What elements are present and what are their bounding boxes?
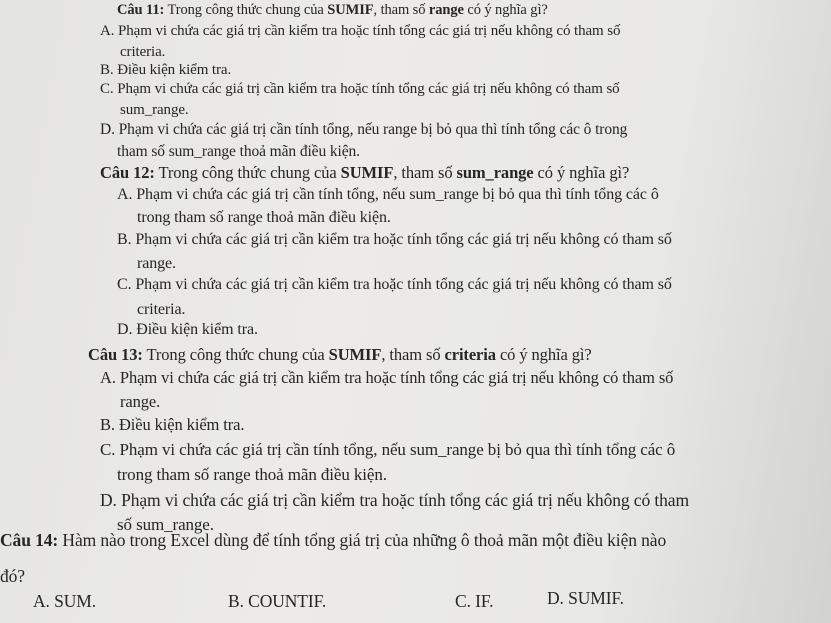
option-c: C. IF. xyxy=(455,591,494,611)
question-14-title xyxy=(0,530,666,551)
question-11-title xyxy=(117,2,548,19)
option-a: A. SUM. xyxy=(33,591,96,611)
text: Hàm nào trong Excel dùng để tính tổng giá trị của những ô thoả mãn một điều kiện nào xyxy=(58,530,667,550)
question-label: Câu 13: xyxy=(88,345,143,364)
option-d: D. Phạm vi chứa các giá trị cần kiểm tra hoặc tính tổng các giá trị nếu không có tham xyxy=(100,490,689,510)
option-a-cont: range. xyxy=(120,392,161,411)
option-c-cont: sum_range. xyxy=(120,102,189,118)
option-d: D. Phạm vi chứa các giá trị cần tính tổng, nếu range bị bỏ qua thì tính tổng các ô trong xyxy=(100,121,628,138)
option-a-cont: criteria. xyxy=(120,44,166,60)
text: , tham số xyxy=(381,345,445,364)
option-a: A. Phạm vi chứa các giá trị cần kiểm tra hoặc tính tổng các giá trị nếu không có tham số xyxy=(100,23,621,39)
option-a-cont: trong tham số range thoả mãn điều kiện. xyxy=(137,209,391,226)
question-label: Câu 14: xyxy=(0,530,59,550)
question-12-title xyxy=(100,163,629,183)
text: , tham số xyxy=(393,163,457,182)
option-b: B. COUNTIF. xyxy=(228,591,327,611)
option-a: A. Phạm vi chứa các giá trị cần kiểm tra hoặc tính tổng các giá trị nếu không có tham số xyxy=(100,368,674,387)
option-b: B. Điều kiện kiểm tra. xyxy=(100,415,245,434)
option-c: C. Phạm vi chứa các giá trị cần kiểm tra hoặc tính tổng các giá trị nếu không có tham số xyxy=(100,81,620,97)
text: có ý nghĩa gì? xyxy=(533,163,630,182)
question-14-cont: đó? xyxy=(0,566,25,586)
text: Trong công thức chung của xyxy=(154,163,341,182)
keyword: sum_range xyxy=(456,163,534,182)
text: , tham số xyxy=(373,2,429,18)
keyword: range xyxy=(428,2,464,18)
text: có ý nghĩa gì? xyxy=(463,2,548,18)
keyword: criteria xyxy=(444,345,496,364)
option-a: A. Phạm vi chứa các giá trị cần tính tổng, nếu sum_range bị bỏ qua thì tính tổng các ô xyxy=(117,186,659,203)
text: SUMIF xyxy=(328,345,382,364)
option-d: D. Điều kiện kiểm tra. xyxy=(117,321,258,338)
option-c-cont: trong tham số range thoả mãn điều kiện. xyxy=(117,465,387,484)
option-b: B. Điều kiện kiểm tra. xyxy=(100,62,232,78)
option-c-cont: criteria. xyxy=(137,301,186,318)
text: Trong công thức chung của xyxy=(142,345,329,364)
option-b: B. Phạm vi chứa các giá trị cần kiểm tra hoặc tính tổng các giá trị nếu không có tham số xyxy=(117,231,672,248)
text: SUMIF xyxy=(327,2,374,18)
option-d: D. SUMIF. xyxy=(547,588,624,608)
option-b-cont: range. xyxy=(137,255,176,272)
question-label: Câu 12: xyxy=(100,163,155,182)
question-label: Câu 11: xyxy=(117,2,165,18)
question-13-title xyxy=(88,345,592,365)
text: Trong công thức chung của xyxy=(164,2,328,18)
text: SUMIF xyxy=(340,163,394,182)
option-c: C. Phạm vi chứa các giá trị cần kiểm tra hoặc tính tổng các giá trị nếu không có tham số xyxy=(117,276,672,293)
option-c: C. Phạm vi chứa các giá trị cần tính tổng, nếu sum_range bị bỏ qua thì tính tổng các ô xyxy=(100,440,676,459)
option-d-cont: số sum_range. xyxy=(117,515,214,534)
text: có ý nghĩa gì? xyxy=(495,345,592,364)
option-d-cont: tham số sum_range thoả mãn điều kiện. xyxy=(117,143,360,160)
